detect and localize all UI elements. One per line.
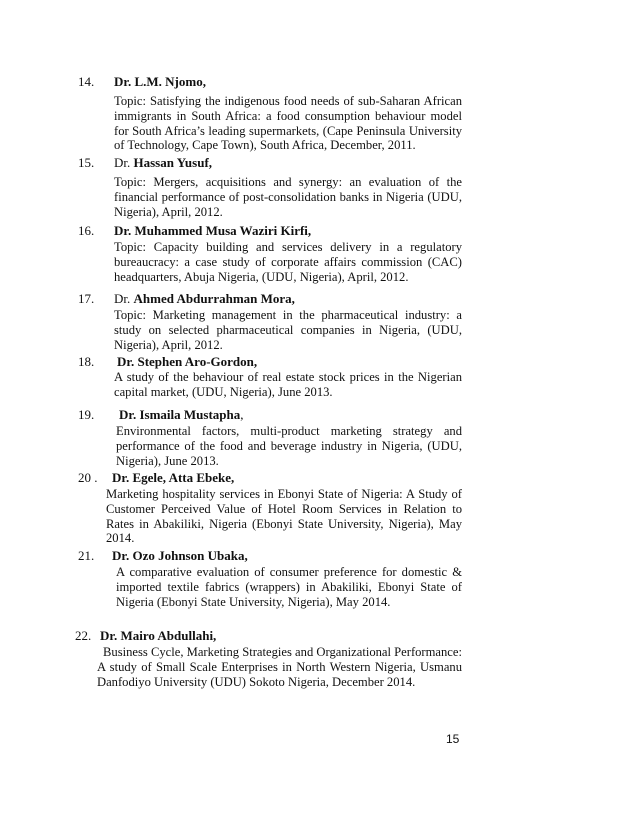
entry-title: Dr. <box>119 407 137 422</box>
entry-name <box>114 223 311 238</box>
entry-name <box>112 470 234 485</box>
entry-name <box>114 155 212 170</box>
entry-description: Topic: Mergers, acquisitions and synergy: an evaluation of the financial performance of post-consolidation banks in Nigeria (UDU, Nigeria), April, 2012. <box>114 175 462 219</box>
entry-number: 16. <box>78 223 95 238</box>
entry-description: A study of the behaviour of real estate stock prices in the Nigerian capital market, (UDU, Nigeria), June 2013. <box>114 370 462 399</box>
entry-title: Dr. <box>100 628 118 643</box>
entry-person: L.M. Njomo, <box>134 74 206 89</box>
entry-number: 15. <box>78 155 95 170</box>
entry-name: Dr. Ismaila Mustapha, <box>119 407 244 422</box>
entry-person: Ozo Johnson Ubaka, <box>132 548 248 563</box>
page-number: 15 <box>446 732 460 746</box>
entry-name <box>114 291 295 306</box>
entry-title: Dr. <box>114 291 131 306</box>
entry-description: Topic: Satisfying the indigenous food needs of sub-Saharan African immigrants in South Africa: a food consumption behaviour model for South Africa’s leading supermarkets, (Cape Peninsula University of Technology, Cape Town), South Africa, December, 2011. <box>114 94 462 153</box>
entry-title: Dr. <box>114 74 132 89</box>
entry-description: Topic: Marketing management in the pharmaceutical industry: a study on selected pharmaceutical companies in Nigeria, (UDU, Nigeria), April, 2012. <box>114 308 462 352</box>
entry-person: Muhammed Musa Waziri Kirfi, <box>134 223 312 238</box>
entry-description: A comparative evaluation of consumer preference for domestic & imported textile fabrics (wrappers) in Abakiliki, Ebonyi State of Nigeria (Ebonyi State University, Nigeria), May 2014. <box>116 565 462 609</box>
entry-title: Dr. <box>112 470 130 485</box>
entry-person: Egele, Atta Ebeke, <box>132 470 235 485</box>
entry-person: Hassan Yusuf, <box>133 155 213 170</box>
entry-description: Business Cycle, Marketing Strategies and Organizational Performance: A study of Small Scale Enterprises in North Western Nigeria, Usmanu Danfodiyo University (UDU) Sokoto Nigeria, December 2014. <box>97 645 462 689</box>
entry-title: Dr. <box>114 155 131 170</box>
entry-number: 20 . <box>78 470 98 485</box>
entry-title: Dr. <box>114 223 132 238</box>
entry-number: 19. <box>78 407 95 422</box>
entry-title: Dr. <box>117 354 135 369</box>
entry-name <box>100 628 216 643</box>
entry-number: 18. <box>78 354 95 369</box>
entry-number: 22. <box>75 628 92 643</box>
entry-name <box>112 548 248 563</box>
entry-person: Ahmed Abdurrahman Mora, <box>133 291 295 306</box>
entry-person: Stephen Aro-Gordon, <box>137 354 258 369</box>
entry-number: 17. <box>78 291 95 306</box>
entry-name <box>117 354 257 369</box>
entry-title: Dr. <box>112 548 130 563</box>
entry-number: 14. <box>78 74 95 89</box>
entry-description: Environmental factors, multi-product marketing strategy and performance of the food and beverage industry in Nigeria, (UDU, Nigeria), June 2013. <box>116 424 462 468</box>
entry-person: Mairo Abdullahi, <box>120 628 217 643</box>
entry-description: Topic: Capacity building and services delivery in a regulatory bureaucracy: a case study of corporate affairs commission (CAC) headquarters, Abuja Nigeria, (UDU, Nigeria), April, 2012. <box>114 240 462 284</box>
entry-name <box>114 74 206 89</box>
entry-description: Marketing hospitality services in Ebonyi State of Nigeria: A Study of Customer Perceived Value of Hotel Room Services in Relation to Rates in Abakiliki, Nigeria (Ebonyi State University, Nigeria), May 2014. <box>106 487 462 546</box>
entry-person: Ismaila Mustapha <box>139 407 241 422</box>
entry-number: 21. <box>78 548 95 563</box>
